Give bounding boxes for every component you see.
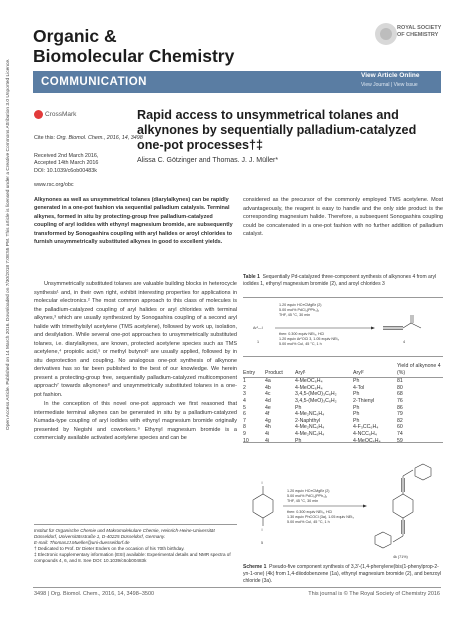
table-cell: 2 <box>243 384 246 391</box>
page-footer-left: 3498 | Org. Biomol. Chem., 2016, 14, 3498–3500 <box>34 591 155 597</box>
svg-text:1.30 equiv PhCOCl (3a), 1.05 e: 1.30 equiv PhCOCl (3a), 1.05 equiv NEt₃ <box>287 515 354 519</box>
svg-text:5.00 mol% CuI, 45 °C, 1 h: 5.00 mol% CuI, 45 °C, 1 h <box>279 342 322 346</box>
table-cell: 4e <box>265 404 271 411</box>
citation: Cite this: Org. Biomol. Chem., 2016, 14, 3498 <box>34 135 143 141</box>
footer-divider <box>33 587 441 588</box>
svg-text:I: I <box>261 528 263 532</box>
table-row <box>243 418 443 425</box>
bis-alkynone-structure <box>375 464 431 548</box>
table-cell: 2-Naphthyl <box>295 417 321 424</box>
svg-text:1.20 equiv HC≡CMgBr (2): 1.20 equiv HC≡CMgBr (2) <box>287 489 330 493</box>
svg-text:then: 0.300 equiv NEt₃, HCl: then: 0.300 equiv NEt₃, HCl <box>279 332 325 336</box>
page-footer-right: This journal is © The Royal Society of Chemistry 2016 <box>308 591 440 597</box>
table-cell: 4-Me₂NC₆H₄ <box>295 424 325 431</box>
crossmark-badge[interactable]: CrossMark <box>34 110 76 119</box>
table-cell: 3,4,5-(MeO)₃C₆H₂ <box>295 391 337 398</box>
table-cell: Ph <box>353 417 360 424</box>
table-cell: 6 <box>243 411 246 418</box>
table-header-row: Entry Product Aryl¹ Aryl² Yield of alkynone 4 (%) <box>243 363 441 376</box>
table-cell: 5 <box>243 404 246 411</box>
table-row <box>243 438 443 445</box>
table-cell: Ph <box>295 404 302 411</box>
svg-text:5.00 mol% PdCl₂(PPh₃)₂: 5.00 mol% PdCl₂(PPh₃)₂ <box>279 308 320 312</box>
table-cell: 4d <box>265 397 271 404</box>
table-cell: 80 <box>397 384 403 391</box>
table-cell: Ph <box>353 391 360 398</box>
footnotes <box>34 528 237 565</box>
view-article-online-link[interactable]: View Article Online <box>361 72 420 79</box>
table-cell: Ph <box>295 437 302 444</box>
journal-title <box>33 26 234 66</box>
table-cell: 1 <box>243 378 246 385</box>
scheme1-figure <box>243 446 443 562</box>
table-cell: 4i <box>265 430 270 437</box>
table-cell: Ph <box>353 404 360 411</box>
table-cell: 4 <box>243 397 246 404</box>
journal-title-line2: Biomolecular Chemistry <box>33 46 235 66</box>
table-cell: 4h <box>265 424 271 431</box>
divider <box>243 297 443 298</box>
table-cell: 4f <box>265 411 270 418</box>
article-title: Rapid access to unsymmetrical tolanes and alkynones by sequentially palladium-catalyzed one-pot processes†‡ <box>137 108 417 152</box>
abstract: Alkynones as well as unsymmetrical tolanes (diarylalkynes) can be rapidly generated in a one-pot fashion via sequential palladium catalysis. Terminal alkynes, formed in situ by protecting-group free palladium-catalyzed coupling of aryl iodides with ethynyl magnesium bromide, are subsequently transformed by Sonogashira coupling with aryl halides or aroyl chlorides to furnish unsymmetrically substituted alkynes in good to excellent yields. <box>34 197 233 246</box>
scheme-reactant-label: Ar¹—I <box>253 326 263 330</box>
table-cell: 4-MeOC₆H₄ <box>353 437 381 444</box>
table-cell: 59 <box>397 437 403 444</box>
table-cell: Ph <box>353 411 360 418</box>
body-right-column <box>243 196 443 240</box>
table-row <box>243 405 443 412</box>
diiodobenzene-structure <box>253 481 273 532</box>
authors: Alissa C. Götzinger and Thomas. J. J. Müller* <box>137 157 279 164</box>
table-row <box>243 385 443 392</box>
table-cell: 4c <box>265 391 271 398</box>
table-row <box>243 378 443 385</box>
table-cell: 8 <box>243 424 246 431</box>
table-cell: 4-F₃CC₆H₄ <box>353 424 379 431</box>
table-cell: 4-Me₂NC₆H₄ <box>295 430 325 437</box>
table-cell: 4b <box>265 384 271 391</box>
table-cell: 4j <box>265 437 270 444</box>
table-cell: 68 <box>397 391 403 398</box>
publisher-name: ROYAL SOCIETY OF CHEMISTRY <box>397 25 442 38</box>
table-cell: 82 <box>397 417 403 424</box>
table-cell: 7 <box>243 417 246 424</box>
divider <box>243 356 443 357</box>
esi-note: ‡ Electronic supplementary information (ESI) available: Experimental details and NMR spectra of compounds 4, 6, and 8. See DOI: 10.1039/c6ob00483k <box>34 552 231 564</box>
doi[interactable]: DOI: 10.1039/c6ob00483k <box>34 168 97 174</box>
table-cell: 4-MeOC₆H₄ <box>295 378 323 385</box>
divider <box>243 442 443 443</box>
table-row <box>243 424 443 431</box>
svg-text:then: 0.300 equiv NEt₃, HCl: then: 0.300 equiv NEt₃, HCl <box>287 510 333 514</box>
scheme-compound-number: 5 <box>261 541 264 545</box>
table-row <box>243 398 443 405</box>
scheme-product-label: 4k (71%) <box>393 555 408 559</box>
table-cell: 79 <box>397 411 403 418</box>
table-cell: 60 <box>397 424 403 431</box>
contact-email[interactable]: E-mail: ThomasJJ.Mueller@uni-duesseldorf.de <box>34 540 130 546</box>
table-cell: 4a <box>265 378 271 385</box>
open-access-notice: Open Access Article. Published on 14 March 2016. Downloaded on 7/30/2018 7:08:55 PM. This article is licensed under a Creative Commons Attribution 3.0 Unported Licence. <box>6 58 11 430</box>
affiliation: Institut für Organische Chemie und Makromolekulare Chemie, Heinrich-Heine-Universität Düsseldorf, Universitätsstraße 1, D-40225 Düsseldorf, Germany. <box>34 528 215 540</box>
table-cell: 3,4,5-(MeO)₃C₆H₂ <box>295 397 337 404</box>
alkynone-structure <box>383 315 421 329</box>
svg-text:THF, 45 °C, 30 min: THF, 45 °C, 30 min <box>279 313 311 317</box>
table-cell: 4-MeOC₆H₄ <box>295 384 323 391</box>
table-row <box>243 411 443 418</box>
view-journal-link[interactable]: View Journal | View Issue <box>361 82 418 88</box>
table-cell: 4-Me₂NC₆H₄ <box>295 411 325 418</box>
table-cell: 4-NCC₆H₄ <box>353 430 377 437</box>
table-cell: 4-Tol <box>353 384 365 391</box>
svg-text:I: I <box>261 481 263 485</box>
table-cell: 74 <box>397 430 403 437</box>
table-row <box>243 391 443 398</box>
scheme-product-number: 4 <box>403 340 406 344</box>
received-date: Received 2nd March 2016, <box>34 153 99 159</box>
table-cell: 3 <box>243 391 246 398</box>
svg-text:1.20 equiv HC≡CMgBr (2): 1.20 equiv HC≡CMgBr (2) <box>279 303 322 307</box>
table-cell: 86 <box>397 404 403 411</box>
table-cell: 10 <box>243 437 249 444</box>
paragraph: considered as the precursor of the commonly employed TMS acetylene. Most advantageously, the reagent is easy to handle and the only side product is the corresponding magnesium halide. Therefore, a subsequent Sonogashira coupling could be concatenated in a one-pot fashion with no further addition of palladium catalyst. <box>243 197 443 237</box>
svg-text:THF, 45 °C, 30 min: THF, 45 °C, 30 min <box>287 499 319 503</box>
table1-scheme <box>243 299 443 355</box>
accepted-date: Accepted 14th March 2016 <box>34 160 99 166</box>
table-cell: Ph <box>353 378 360 385</box>
open-access-sidebar <box>6 58 18 430</box>
table-cell: 81 <box>397 378 403 385</box>
table1 <box>243 363 443 444</box>
paragraph: Unsymmetrically substituted tolanes are valuable building blocks in heterocycle synthesis¹ and, in their own right, exhibit interesting properties for applications in molecular electronics.² The most common approach to this class of molecules is the palladium-catalyzed coupling of aryl halides or aryl chlorides with terminal alkynes,³ which are usually synthesized by Sonogashira coupling of a second aryl halide with trimethylsilyl acetylene (TMS acetylene), followed by work up, isolation, and desilylation. While several one-pot approaches to unsymmetrically substituted tolanes, i.e. diarylalkynes, are known, protected acetylene species such as TMS acetylene,⁴ propiolic acid,⁵ or methyl butynol⁶ are usually applied, followed by in situ deprotection and coupling. No analogous one-pot synthesis of alkynone derivatives has so far been published to the best of our knowledge. We herein present a protecting-group free, sequentially palladium-catalyzed multicomponent approach⁷ towards alkynones⁸ and unsymmetrically substituted tolanes in a one-pot fashion. <box>34 281 237 398</box>
footnote-divider <box>34 524 237 525</box>
scheme-compound-number: 1 <box>257 340 260 344</box>
svg-text:5.00 mol% PdCl₂(PPh₃)₂: 5.00 mol% PdCl₂(PPh₃)₂ <box>287 494 328 498</box>
journal-url[interactable]: www.rsc.org/obc <box>34 182 74 188</box>
table-cell: 76 <box>397 397 403 404</box>
svg-text:5.00 mol% CuI, 45 °C, 1 h: 5.00 mol% CuI, 45 °C, 1 h <box>287 520 330 524</box>
scheme1-caption: Scheme 1 Pseudo-five component synthesis of 3,3′-(1,4-phenylene)bis(1-phenylprop-2-yn-1-one) (4k) from 1,4-diiodobenzene (1a), ethynyl magnesium bromide (2), and benzoyl chloride (3a). <box>243 564 442 584</box>
table-cell: 2-Thienyl <box>353 397 375 404</box>
paragraph: In the conception of this novel one-pot approach we first reasoned that intermediate terminal alkynes can be generated in situ by a palladium-catalyzed Kumada-type coupling of aryl iodides with ethynyl magnesium bromide originally presented by Negishi and coworkers.⁹ Ethynyl magnesium bromide is a commercially available activated acetylene species and can be <box>34 401 237 441</box>
article-type-label: COMMUNICATION <box>41 76 147 88</box>
table-row <box>243 431 443 438</box>
table1-caption: Table 1 Sequentially Pd-catalyzed three-component synthesis of alkynones 4 from aryl iodides 1, ethynyl magnesium bromide (2), and aroyl chlorides 3 <box>243 274 437 287</box>
body-left-column <box>34 280 237 444</box>
table-cell: 9 <box>243 430 246 437</box>
dedication-note: † Dedicated to Prof. Dr Dieter Enders on the occasion of his 70th birthday. <box>34 546 185 552</box>
crossmark-icon <box>34 110 43 119</box>
svg-text:1.20 equiv ArᶜOCl 3, 1.05 equi: 1.20 equiv ArᶜOCl 3, 1.05 equiv NEt₃ <box>279 337 339 341</box>
journal-title-line1: Organic & <box>33 26 117 46</box>
table-cell: 4g <box>265 417 271 424</box>
